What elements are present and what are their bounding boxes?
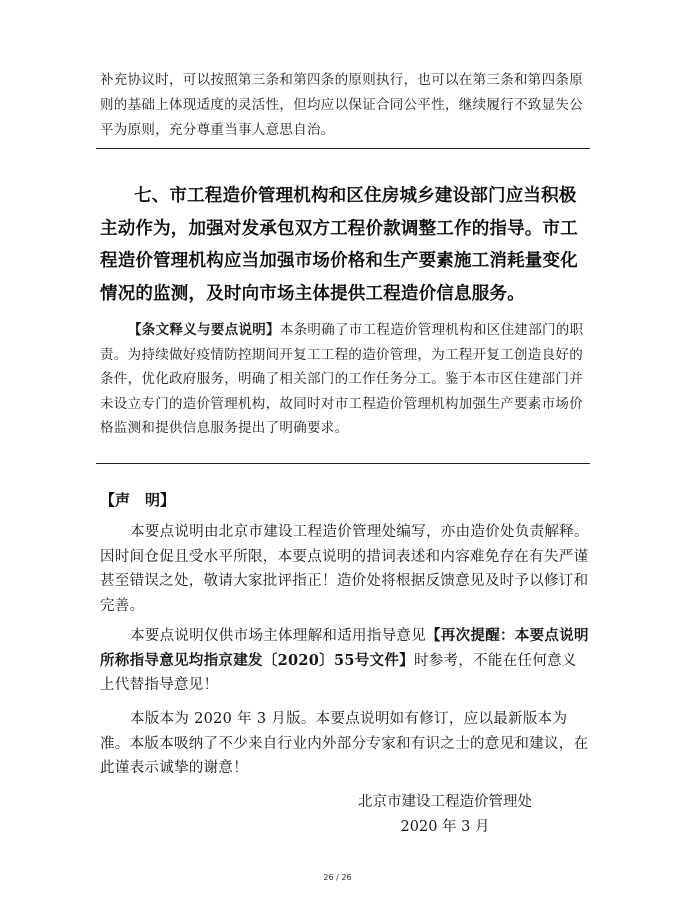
declaration-title: 【声 明】 bbox=[100, 491, 176, 509]
declaration-paragraph-2 bbox=[100, 624, 590, 698]
top-note-text: 补充协议时，可以按照第三条和第四条的原则执行，也可以在第三条和第四条原则的基础上体现适度的灵活性，但均应以保证合同公平性，继续履行不致显失公平为原则，充分尊重当事人意思自治。 bbox=[100, 72, 583, 138]
declaration-paragraph-1 bbox=[100, 520, 590, 618]
article-explanation bbox=[100, 318, 590, 441]
signature-date: 2020 年 3 月 bbox=[400, 819, 490, 835]
signature-org: 北京市建设工程造价管理处 bbox=[358, 794, 532, 810]
page-number: 26 / 26 bbox=[323, 873, 352, 882]
explanation-text: 本条明确了市工程造价管理机构和区住建部门的职责。为持续做好疫情防控期间开复工工程的造价管理，为工程开复工创造良好的条件，优化政府服务，明确了相关部门的工作任务分工。鉴于本市区住建部门并未设立专门的造价管理机构，故同时对市工程造价管理机构加强生产要素市场价格监测和提供信息服务提出了明确要求。 bbox=[100, 322, 584, 436]
declaration-para2-before: 本要点说明仅供市场主体理解和适用指导意见 bbox=[130, 628, 426, 644]
declaration-para3-text: 本版本为 2020 年 3 月版。本要点说明如有修订，应以最新版本为准。本版本吸纳了不少来自行业内外部分专家和有识之士的意见和建议，在此谨表示诚挚的谢意！ bbox=[100, 711, 589, 776]
declaration-para2-after: 时参考，不能在任何意义上代替指导意见！ bbox=[100, 652, 577, 693]
article-seven bbox=[100, 180, 590, 310]
declaration-paragraph-3 bbox=[100, 707, 590, 781]
explanation-heading: 【条文释义与要点说明】 bbox=[128, 322, 280, 338]
declaration-reminder: 【再次提醒：本要点说明所称指导意见均指京建发〔2020〕55号文件】 bbox=[100, 627, 589, 669]
signature-block bbox=[300, 790, 590, 840]
divider-middle bbox=[96, 463, 590, 464]
top-note bbox=[100, 68, 590, 143]
declaration-para1-text: 本要点说明由北京市建设工程造价管理处编写，亦由造价处负责解释。因时间仓促且受水平所限，本要点说明的措词表述和内容难免存在有失严谨甚至错误之处，敬请大家批评指正！造价处将根据反馈意见及时予以修订和完善。 bbox=[100, 524, 589, 614]
divider-top bbox=[96, 148, 590, 149]
article-text: 七、市工程造价管理机构和区住房城乡建设部门应当积极主动作为，加强对发承包双方工程价款调整工作的指导。市工程造价管理机构应当加强市场价格和生产要素施工消耗量变化情况的监测，及时向市场主体提供工程造价信息服务。 bbox=[100, 186, 578, 304]
